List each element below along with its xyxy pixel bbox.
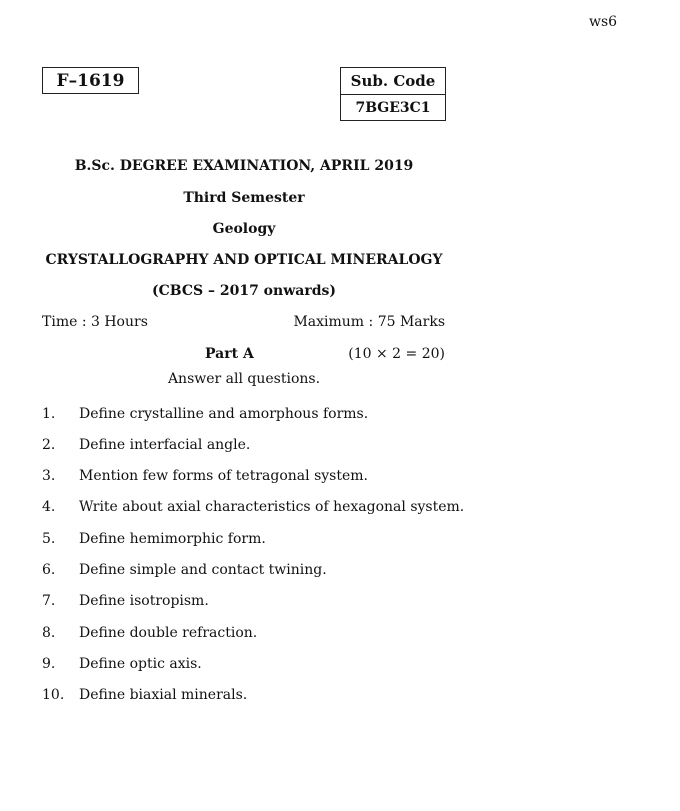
question-number: 2. bbox=[42, 437, 56, 453]
question-text: Define biaxial minerals. bbox=[79, 687, 248, 703]
sub-code-label: Sub. Code bbox=[341, 68, 445, 95]
question-text: Define crystalline and amorphous forms. bbox=[79, 406, 369, 422]
exam-title: B.Sc. DEGREE EXAMINATION, APRIL 2019 bbox=[74, 158, 414, 174]
paper-code-box: F–1619 bbox=[42, 67, 139, 94]
question-number: 3. bbox=[42, 468, 56, 484]
question-number: 5. bbox=[42, 531, 56, 547]
corner-code: ws6 bbox=[589, 14, 618, 30]
time-label: Time : 3 Hours bbox=[42, 314, 148, 330]
question-number: 6. bbox=[42, 562, 56, 578]
paper-title: CRYSTALLOGRAPHY AND OPTICAL MINERALOGY bbox=[45, 252, 443, 268]
question-text: Define double refraction. bbox=[79, 625, 258, 641]
question-text: Define isotropism. bbox=[79, 593, 209, 609]
semester: Third Semester bbox=[183, 190, 305, 206]
question-number: 4. bbox=[42, 499, 56, 515]
question-text: Define hemimorphic form. bbox=[79, 531, 266, 547]
question-text: Mention few forms of tetragonal system. bbox=[79, 468, 368, 484]
question-text: Define optic axis. bbox=[79, 656, 202, 672]
subject: Geology bbox=[212, 221, 276, 237]
question-number: 8. bbox=[42, 625, 56, 641]
question-text: Define interfacial angle. bbox=[79, 437, 251, 453]
max-marks-label: Maximum : 75 Marks bbox=[293, 314, 445, 330]
question-number: 7. bbox=[42, 593, 56, 609]
sub-code-value: 7BGE3C1 bbox=[355, 100, 431, 116]
question-number: 1. bbox=[42, 406, 56, 422]
part-a-marks: (10 × 2 = 20) bbox=[348, 346, 445, 362]
question-number: 9. bbox=[42, 656, 56, 672]
scheme: (CBCS – 2017 onwards) bbox=[151, 283, 336, 299]
part-a-heading: Part A bbox=[205, 346, 254, 362]
instruction: Answer all questions. bbox=[167, 371, 321, 387]
question-text: Define simple and contact twining. bbox=[79, 562, 327, 578]
sub-code-box bbox=[340, 67, 446, 121]
question-text: Write about axial characteristics of hexagonal system. bbox=[79, 499, 465, 515]
question-number: 10. bbox=[42, 687, 65, 703]
